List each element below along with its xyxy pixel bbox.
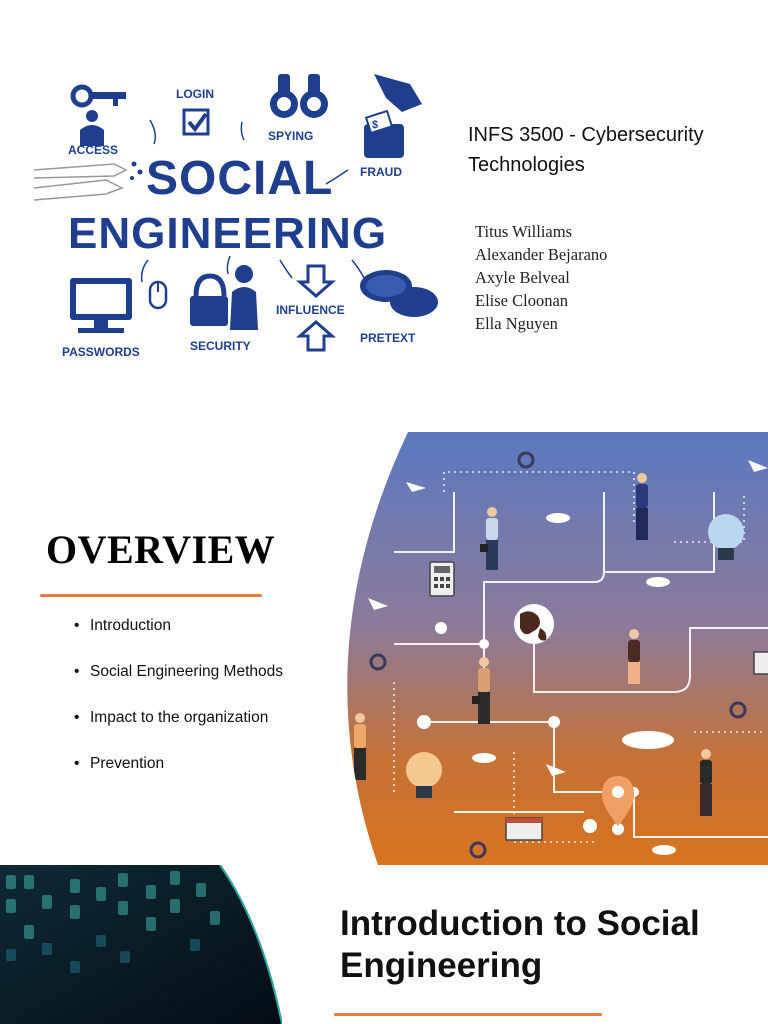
digital-code-image [0,865,282,1024]
author-name: Elise Cloonan [475,291,569,310]
intro-title: Introduction to Social Engineering [340,904,700,985]
agenda-item: • Prevention [74,754,314,773]
hand-wallet-icon [364,74,422,158]
logo-label-passwords: PASSWORDS [62,345,140,359]
agenda-item: • Introduction [74,616,314,635]
overview-title: OVERVIEW [46,527,276,572]
computer-icon [70,278,132,333]
author-list [475,220,607,335]
agenda-list [74,616,314,800]
title-underline [334,1013,602,1016]
logo-label-pretext: PRETEXT [360,331,416,345]
author-name: Ella Nguyen [475,314,558,333]
logo-label-fraud: FRAUD [360,165,402,179]
svg-text:$: $ [372,119,379,131]
course-title: INFS 3500 - Cybersecurity Technologies [468,124,704,176]
author-name: Axyle Belveal [475,268,570,287]
slide-title [0,0,768,410]
slide-overview [0,410,768,865]
title-underline [40,594,262,597]
author-name: Alexander Bejarano [475,245,608,264]
agenda-item: • Impact to the organization [74,708,314,727]
key-icon [73,87,126,146]
logo-label-spying: SPYING [268,129,314,143]
author-name: Titus Williams [475,222,572,241]
logo-label-login: LOGIN [176,87,214,101]
logo-title-social: SOCIAL [146,152,334,205]
speech-bubbles-icon [360,270,438,317]
binoculars-icon [270,74,328,118]
mouse-icon [150,282,166,308]
agenda-item: • Social Engineering Methods [74,662,314,681]
globe-icon [514,604,554,644]
slide-introduction [0,865,768,1024]
pen-icon [34,164,126,200]
lock-person-icon [190,265,258,330]
calculator-icon [430,562,454,596]
logo-label-access: ACCESS [68,143,119,157]
logo-label-influence: INFLUENCE [276,303,345,317]
logo-title-engineering: ENGINEERING [68,209,388,258]
checkbox-icon [184,110,208,134]
network-illustration [334,432,768,865]
logo-label-security: SECURITY [190,339,251,353]
social-engineering-logo [30,60,440,370]
